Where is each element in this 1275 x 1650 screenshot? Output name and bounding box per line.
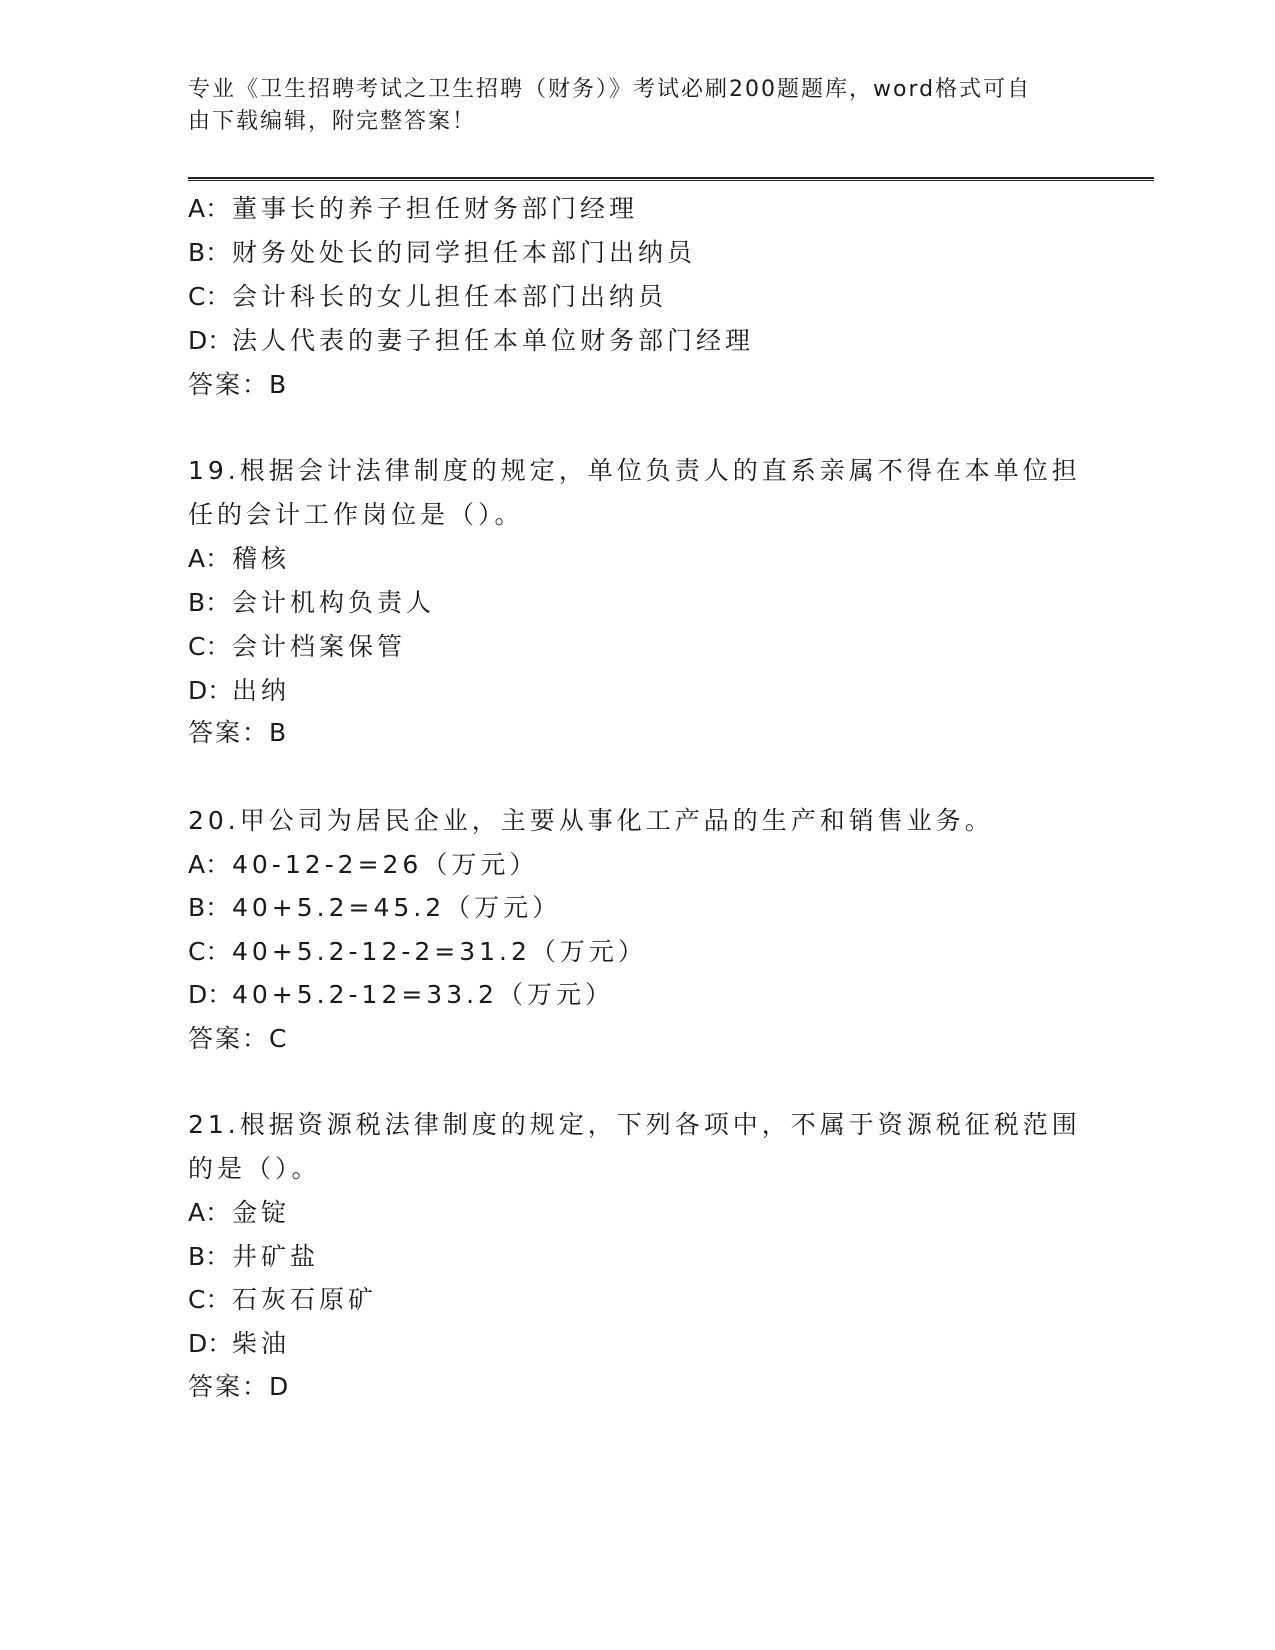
- q19-answer: 答案：B: [188, 718, 289, 747]
- q19-option-d: D：出纳: [188, 676, 291, 705]
- q21-answer: 答案：D: [188, 1372, 291, 1401]
- q20-stem-line-1: 20.甲公司为居民企业，主要从事化工产品的生产和销售业务。: [188, 806, 994, 835]
- q21-stem-line-1: 21.根据资源税法律制度的规定，下列各项中，不属于资源税征税范围: [188, 1110, 1081, 1139]
- q20-option-d: D：40+5.2-12=33.2（万元）: [188, 980, 614, 1009]
- q21-option-d: D：柴油: [188, 1329, 291, 1358]
- q21-stem-line-2: 的是（）。: [188, 1154, 321, 1183]
- q19-option-b: B：会计机构负责人: [188, 588, 436, 617]
- q21-option-c: C：石灰石原矿: [188, 1285, 378, 1314]
- q19-stem-line-1: 19.根据会计法律制度的规定，单位负责人的直系亲属不得在本单位担: [188, 456, 1081, 485]
- header-line-2: 由下载编辑，附完整答案！: [188, 109, 477, 134]
- header-line-1: 专业《卫生招聘考试之卫生招聘（财务）》考试必刷200题题库，word格式可自: [188, 77, 1032, 102]
- q18-option-d: D：法人代表的妻子担任本单位财务部门经理: [188, 326, 755, 355]
- q19-option-c: C：会计档案保管: [188, 632, 407, 661]
- q18-option-c: C：会计科长的女儿担任本部门出纳员: [188, 282, 668, 311]
- q18-option-b: B：财务处处长的同学担任本部门出纳员: [188, 238, 697, 267]
- q19-stem-line-2: 任的会计工作岗位是（）。: [188, 500, 524, 529]
- header-divider: [188, 177, 1154, 181]
- q20-answer: 答案：C: [188, 1024, 289, 1053]
- q21-option-a: A：金锭: [188, 1198, 291, 1227]
- q21-option-b: B：井矿盐: [188, 1242, 320, 1271]
- q18-option-a: A：董事长的养子担任财务部门经理: [188, 194, 639, 223]
- q18-answer: 答案：B: [188, 370, 289, 399]
- document-header: [188, 74, 1068, 138]
- q20-option-c: C：40+5.2-12-2=31.2（万元）: [188, 937, 647, 966]
- q20-option-b: B：40+5.2=45.2（万元）: [188, 893, 562, 922]
- q19-option-a: A：稽核: [188, 544, 291, 573]
- q20-option-a: A：40-12-2=26（万元）: [188, 850, 539, 879]
